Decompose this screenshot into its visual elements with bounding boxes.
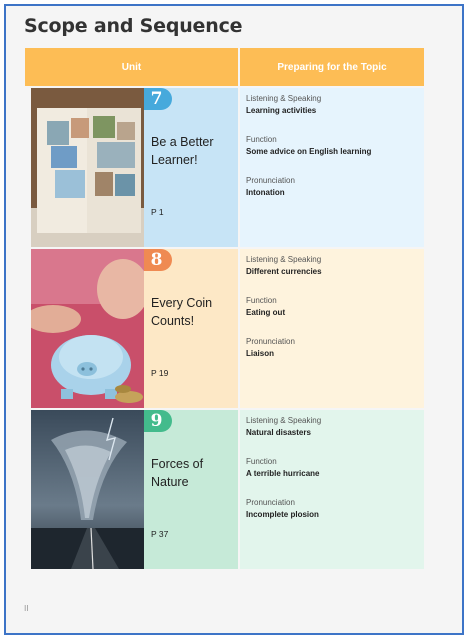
unit-8-topic-value-1: Different currencies xyxy=(246,267,322,276)
page-number-mark: II xyxy=(24,604,29,613)
unit-row-9 xyxy=(25,410,424,569)
page-title: Scope and Sequence xyxy=(24,15,243,37)
header-unit: Unit xyxy=(25,48,238,86)
unit-7-topic-value-2: Some advice on English learning xyxy=(246,147,372,156)
unit-9-topic-label-2: Function xyxy=(246,457,277,466)
unit-8-topic-value-2: Eating out xyxy=(246,308,286,317)
header-topic: Preparing for the Topic xyxy=(240,48,424,86)
unit-8-topic-value-3: Liaison xyxy=(246,349,275,358)
unit-row-7 xyxy=(25,88,424,247)
unit-8-topic-label-1: Listening & Speaking xyxy=(246,255,322,264)
unit-8-title-cell xyxy=(144,249,238,408)
unit-7-topic-label-3: Pronunciation xyxy=(246,176,295,185)
unit-7-topic-label-1: Listening & Speaking xyxy=(246,94,322,103)
unit-7-photo xyxy=(31,88,144,247)
unit-9-page: P 37 xyxy=(151,529,169,539)
unit-9-topics xyxy=(240,410,424,569)
unit-9-title-cell xyxy=(144,410,238,569)
unit-8-page: P 19 xyxy=(151,368,169,378)
unit-7-title: Be a Better Learner! xyxy=(151,135,214,167)
unit-9-number-badge: 9 xyxy=(144,410,172,432)
unit-7-page: P 1 xyxy=(151,207,164,217)
unit-8-topic-label-3: Pronunciation xyxy=(246,337,295,346)
unit-8-title: Every Coin Counts! xyxy=(151,296,213,328)
unit-8-number-badge: 8 xyxy=(144,249,172,271)
unit-7-topic-value-1: Learning activities xyxy=(246,106,317,115)
unit-row-8 xyxy=(25,249,424,408)
unit-9-photo xyxy=(31,410,144,569)
unit-9-topic-label-1: Listening & Speaking xyxy=(246,416,322,425)
unit-7-number-badge: 7 xyxy=(144,88,172,110)
unit-9-topic-value-3: Incomplete plosion xyxy=(246,510,319,519)
unit-9-title: Forces of Nature xyxy=(151,457,204,489)
unit-8-photo xyxy=(31,249,144,408)
unit-9-topic-value-1: Natural disasters xyxy=(246,428,311,437)
unit-8-topics xyxy=(240,249,424,408)
unit-7-title-cell xyxy=(144,88,238,247)
unit-9-topic-label-3: Pronunciation xyxy=(246,498,295,507)
unit-7-topic-value-3: Intonation xyxy=(246,188,285,197)
unit-7-topics xyxy=(240,88,424,247)
unit-9-topic-value-2: A terrible hurricane xyxy=(246,469,320,478)
unit-8-topic-label-2: Function xyxy=(246,296,277,305)
unit-7-topic-label-2: Function xyxy=(246,135,277,144)
